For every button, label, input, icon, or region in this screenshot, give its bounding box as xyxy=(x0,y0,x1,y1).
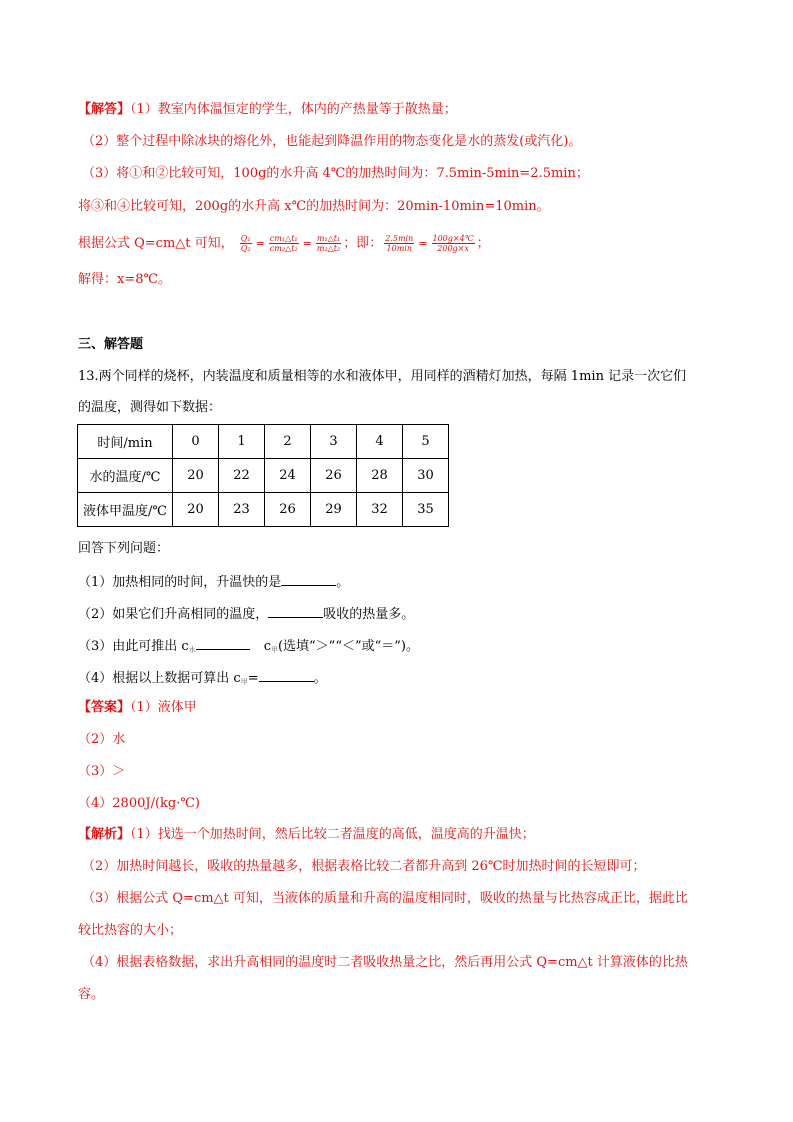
formula-mid: ；即： xyxy=(343,236,383,251)
solution-line-1 xyxy=(78,101,457,119)
fraction-time-ratio: $\frac{2.5\min}{10\min}$ xyxy=(385,234,414,253)
table-cell: 0 xyxy=(173,425,219,459)
answer-blank-1[interactable] xyxy=(281,571,336,586)
table-cell: 1 xyxy=(219,425,265,459)
table-row xyxy=(78,425,449,459)
analysis-tag: 【解析】 xyxy=(78,827,131,842)
table-cell: 水的温度/℃ xyxy=(78,459,173,493)
analysis-line-4: 较比热容的大小； xyxy=(78,923,183,938)
data-table xyxy=(77,424,449,527)
answer-tag: 【答案】 xyxy=(78,700,131,715)
table-cell: 23 xyxy=(219,493,265,527)
analysis-line-2: （2）加热时间越长，吸收的热量越多，根据表格比较二者都升高到 26℃时加热时间的长短即可； xyxy=(82,859,646,874)
table-cell: 30 xyxy=(403,459,449,493)
table-cell: 32 xyxy=(357,493,403,527)
question-item-1: （1）加热相同的时间，升温快的是 。 xyxy=(78,571,349,592)
solution-line-6: 解得：x=8℃。 xyxy=(78,272,172,287)
section-title: 三、解答题 xyxy=(78,337,144,352)
fraction-m-ratio: $\frac{\text{m₁△t₁}}{\text{m₂△t₂}}$ xyxy=(316,234,341,253)
answer-blank-2[interactable] xyxy=(268,603,323,618)
solution-tag: 【解答】 xyxy=(78,102,131,117)
table-cell: 时间/min xyxy=(78,425,173,459)
table-cell: 29 xyxy=(311,493,357,527)
table-cell: 26 xyxy=(265,493,311,527)
table-row xyxy=(78,493,449,527)
question-prompt: 回答下列问题： xyxy=(78,541,170,556)
answer-line-1: 【答案】（1）液体甲 xyxy=(78,700,197,715)
formula-prefix: 根据公式 Q=cm△t 可知， xyxy=(78,236,234,251)
question-item-2: （2）如果它们升高相同的温度， 吸收的热量多。 xyxy=(78,603,414,624)
answer-line-3: （3）＞ xyxy=(78,764,126,779)
table-cell: 26 xyxy=(311,459,357,493)
table-cell: 35 xyxy=(403,493,449,527)
formula-end: ； xyxy=(476,236,490,251)
answer-blank-4[interactable] xyxy=(259,667,314,682)
question-line-2: 的温度，测得如下数据： xyxy=(78,400,222,415)
answer-blank-3[interactable] xyxy=(196,635,250,650)
fraction-heat-ratio: $\frac{100g\times 4℃}{200g\times x}$ xyxy=(432,234,474,253)
analysis-line-5: （4）根据表格数据，求出升高相同的温度时二者吸收热量之比，然后再用公式 Q=cm△t 计算液体的比热 xyxy=(82,955,688,970)
solution-line-4: 将③和④比较可知，200g的水升高 x℃的加热时间为：20min-10min=10min。 xyxy=(78,199,550,214)
question-item-4: （4）根据以上数据可算出 $c_甲=$ 。 xyxy=(78,667,327,691)
table-cell: 20 xyxy=(173,493,219,527)
table-cell: 28 xyxy=(357,459,403,493)
solution-text-1: （1）教室内体温恒定的学生，体内的产热量等于散热量； xyxy=(130,102,457,117)
question-item-3: （3）由此可推出 $c_水$ $c_甲$(选填“＞”“＜”或“＝”)。 xyxy=(78,635,419,659)
table-cell: 20 xyxy=(173,459,219,493)
answer-line-4: （4）2800J/(kg·℃) xyxy=(78,796,200,811)
fraction-q-ratio: $\frac{\text{Q₁}}{\text{Q₂}}$ xyxy=(240,234,251,253)
solution-line-5: 根据公式 Q=cm△t 可知， $\frac{\text{Q₁}}{\text{Q₂}}$ = $\frac{\text{cm₁△t₁}}{\text{cm₂△t₂}}$ = $\frac{\text{m₁△t₁}}{\text{m₂△t₂}}$ ；即： $\frac{2.5\min}{10\min}$ = $\frac{100g\times 4℃}{200g\times x}$ ； xyxy=(78,234,490,253)
analysis-line-3: （3）根据公式 Q=cm△t 可知，当液体的质量和升高的温度相同时，吸收的热量与比热容成正比，据此比 xyxy=(82,891,688,906)
analysis-line-1: 【解析】（1）找选一个加热时间，然后比较二者温度的高低，温度高的升温快； xyxy=(78,827,535,842)
table-cell: 22 xyxy=(219,459,265,493)
table-cell: 5 xyxy=(403,425,449,459)
solution-line-2: （2）整个过程中除冰块的熔化外，也能起到降温作用的物态变化是水的蒸发(或汽化)。 xyxy=(82,134,582,149)
fraction-cm-ratio: $\frac{\text{cm₁△t₁}}{\text{cm₂△t₂}}$ xyxy=(269,234,298,253)
table-cell: 24 xyxy=(265,459,311,493)
table-cell: 3 xyxy=(311,425,357,459)
table-cell: 2 xyxy=(265,425,311,459)
analysis-line-6: 容。 xyxy=(78,987,105,1002)
table-cell: 液体甲温度/℃ xyxy=(78,493,173,527)
solution-line-3: （3）将①和②比较可知，100g的水升高 4℃的加热时间为：7.5min-5min=2.5min； xyxy=(82,166,589,181)
answer-line-2: （2）水 xyxy=(78,732,126,747)
table-cell: 4 xyxy=(357,425,403,459)
question-line-1: 13.两个同样的烧杯，内装温度和质量相等的水和液体甲，用同样的酒精灯加热，每隔 1min 记录一次它们 xyxy=(78,369,687,384)
table-row xyxy=(78,459,449,493)
